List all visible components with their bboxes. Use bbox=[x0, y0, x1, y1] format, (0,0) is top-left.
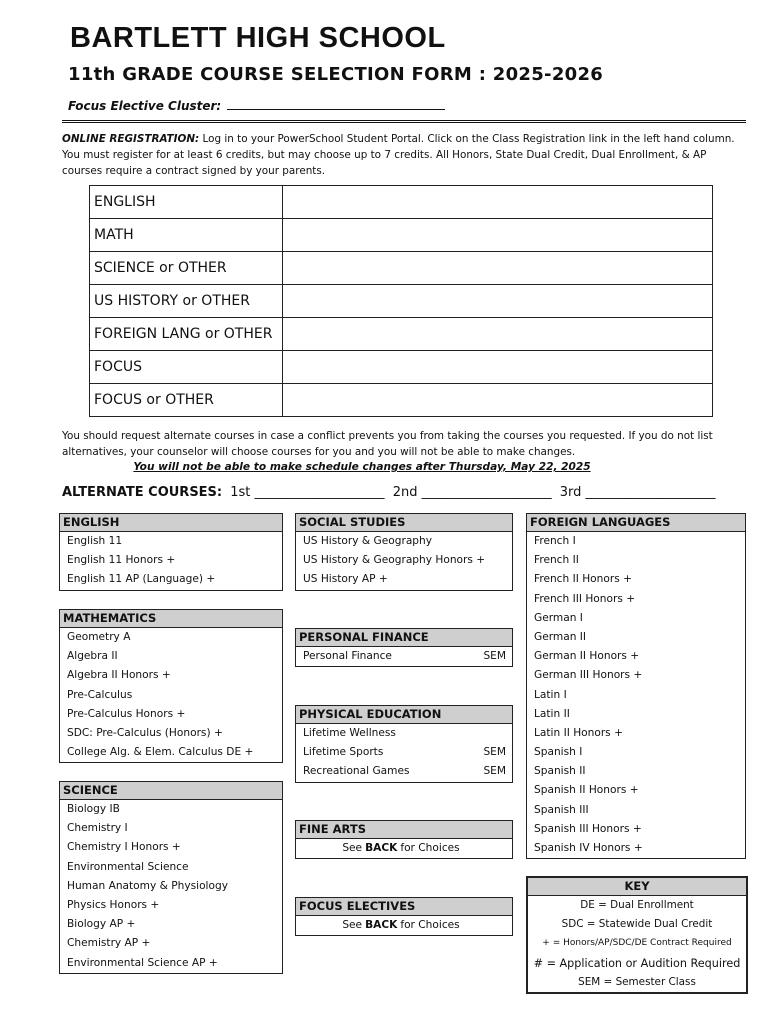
social-studies-box bbox=[295, 513, 513, 591]
list-item bbox=[296, 762, 512, 781]
list-item: French II bbox=[534, 554, 579, 567]
list-item bbox=[296, 724, 512, 743]
math-header: MATHEMATICS bbox=[60, 610, 282, 628]
list-item: German III Honors + bbox=[534, 669, 643, 682]
for-choices-text: for Choices bbox=[400, 919, 460, 931]
list-item: Spanish II Honors + bbox=[534, 784, 639, 797]
alternate-courses-line bbox=[62, 485, 716, 500]
list-item: Environmental Science bbox=[67, 860, 189, 873]
foreign-languages-box bbox=[526, 513, 746, 859]
table-row bbox=[90, 318, 713, 351]
social-studies-header: SOCIAL STUDIES bbox=[296, 514, 512, 532]
list-item bbox=[296, 647, 512, 666]
back-text: BACK bbox=[365, 842, 398, 854]
list-item: German I bbox=[534, 611, 583, 624]
key-box bbox=[526, 876, 748, 994]
list-item bbox=[296, 916, 512, 935]
requirement-label: MATH bbox=[90, 219, 283, 252]
key-item-plus: + = Honors/AP/SDC/DE Contract Required bbox=[542, 938, 732, 949]
list-item: Human Anatomy & Physiology bbox=[67, 879, 228, 892]
school-title: BARTLETT HIGH SCHOOL bbox=[70, 22, 446, 54]
list-item: Pre-Calculus Honors + bbox=[67, 707, 186, 720]
fine-arts-header: FINE ARTS bbox=[296, 821, 512, 839]
list-item: US History & Geography bbox=[303, 535, 433, 547]
list-item: Latin II bbox=[534, 707, 570, 720]
list-item: Chemistry I Honors + bbox=[67, 841, 181, 854]
focus-electives-header: FOCUS ELECTIVES bbox=[296, 898, 512, 916]
table-row bbox=[90, 285, 713, 318]
requirement-entry-field[interactable] bbox=[283, 351, 713, 384]
key-header: KEY bbox=[528, 878, 746, 896]
requirement-entry-field[interactable] bbox=[283, 318, 713, 351]
list-item: Pre-Calculus bbox=[67, 688, 133, 701]
online-registration-lead: ONLINE REGISTRATION: bbox=[62, 133, 200, 145]
list-item: Spanish III bbox=[534, 803, 589, 816]
focus-cluster-label: Focus Elective Cluster: bbox=[68, 99, 222, 113]
requirement-label: SCIENCE or OTHER bbox=[90, 252, 283, 285]
focus-cluster-line bbox=[68, 99, 445, 113]
list-item: Environmental Science AP + bbox=[67, 956, 218, 969]
key-item-sdc: SDC = Statewide Dual Credit bbox=[561, 918, 713, 931]
online-registration-text: Log in to your PowerSchool Student Portal. Click on the Class Registration link in the left hand column. You must register for at least 6 credits, but may choose up to 7 credits. All Honors, State Dual Credit, Dual Enrollment, & AP courses require a contract signed by your parents. bbox=[62, 133, 735, 177]
course-name: Lifetime Sports bbox=[303, 746, 384, 759]
for-choices-text: for Choices bbox=[400, 842, 460, 854]
semester-tag: SEM bbox=[483, 746, 506, 759]
table-row bbox=[90, 219, 713, 252]
personal-finance-header: PERSONAL FINANCE bbox=[296, 629, 512, 647]
alternate-third-field[interactable]: 3rd ____________________ bbox=[559, 485, 716, 500]
math-box bbox=[59, 609, 283, 763]
list-item: Spanish I bbox=[534, 746, 583, 759]
deadline-note: You will not be able to make schedule changes after Thursday, May 22, 2025 bbox=[133, 461, 591, 473]
personal-finance-box bbox=[295, 628, 513, 667]
see-text: See bbox=[342, 919, 363, 931]
list-item: SDC: Pre-Calculus (Honors) + bbox=[67, 726, 223, 739]
semester-tag: SEM bbox=[483, 765, 506, 778]
list-item: Geometry A bbox=[67, 631, 131, 643]
list-item: Algebra II bbox=[67, 650, 118, 663]
table-row bbox=[90, 252, 713, 285]
list-item: English 11 Honors + bbox=[67, 554, 176, 567]
table-row bbox=[90, 384, 713, 417]
list-item: French II Honors + bbox=[534, 573, 632, 586]
requirement-label: US HISTORY or OTHER bbox=[90, 285, 283, 318]
list-item: French I bbox=[534, 535, 576, 547]
table-row bbox=[90, 186, 713, 219]
list-item: US History AP + bbox=[303, 573, 388, 586]
list-item: Chemistry AP + bbox=[67, 937, 151, 950]
requirement-label: FOCUS or OTHER bbox=[90, 384, 283, 417]
list-item: German II Honors + bbox=[534, 650, 640, 663]
requirement-entry-field[interactable] bbox=[283, 252, 713, 285]
requirement-entry-field[interactable] bbox=[283, 219, 713, 252]
requirement-label: ENGLISH bbox=[90, 186, 283, 219]
header-divider bbox=[62, 120, 746, 123]
back-text: BACK bbox=[365, 919, 398, 931]
table-row bbox=[90, 351, 713, 384]
list-item: Spanish III Honors + bbox=[534, 822, 642, 835]
foreign-languages-header: FOREIGN LANGUAGES bbox=[527, 514, 745, 532]
physical-education-header: PHYSICAL EDUCATION bbox=[296, 706, 512, 724]
list-item bbox=[296, 839, 512, 858]
fine-arts-box bbox=[295, 820, 513, 859]
science-header: SCIENCE bbox=[60, 782, 282, 800]
requirement-entry-field[interactable] bbox=[283, 285, 713, 318]
science-box bbox=[59, 781, 283, 974]
key-item-de: DE = Dual Enrollment bbox=[580, 899, 694, 911]
requirement-entry-field[interactable] bbox=[283, 186, 713, 219]
list-item: Physics Honors + bbox=[67, 898, 160, 911]
requirements-table bbox=[89, 185, 713, 417]
alternate-second-field[interactable]: 2nd ____________________ bbox=[392, 485, 552, 500]
form-subtitle: 11th GRADE COURSE SELECTION FORM : 2025-2026 bbox=[68, 64, 604, 85]
focus-cluster-field[interactable] bbox=[227, 99, 445, 110]
course-name: Recreational Games bbox=[303, 765, 410, 778]
list-item bbox=[296, 743, 512, 762]
list-item: Algebra II Honors + bbox=[67, 669, 171, 682]
semester-tag: SEM bbox=[483, 650, 506, 662]
course-name: Lifetime Wellness bbox=[303, 727, 396, 739]
list-item: English 11 AP (Language) + bbox=[67, 573, 216, 586]
list-item: Biology IB bbox=[67, 803, 120, 815]
list-item: Spanish IV Honors + bbox=[534, 842, 643, 854]
requirement-entry-field[interactable] bbox=[283, 384, 713, 417]
focus-electives-box bbox=[295, 897, 513, 936]
see-text: See bbox=[342, 842, 363, 854]
list-item: German II bbox=[534, 630, 587, 643]
english-header: ENGLISH bbox=[60, 514, 282, 532]
key-item-hash: # = Application or Audition Required bbox=[533, 956, 741, 970]
list-item: English 11 bbox=[67, 535, 123, 547]
list-item: US History & Geography Honors + bbox=[303, 554, 486, 567]
course-name: Personal Finance bbox=[303, 650, 392, 662]
list-item: Latin II Honors + bbox=[534, 726, 623, 739]
alternate-courses-label: ALTERNATE COURSES: bbox=[62, 485, 223, 500]
list-item: Chemistry I bbox=[67, 822, 128, 835]
list-item: Spanish II bbox=[534, 765, 586, 778]
list-item: French III Honors + bbox=[534, 592, 636, 605]
list-item: Biology AP + bbox=[67, 918, 136, 931]
alternate-note: You should request alternate courses in case a conflict prevents you from taking the courses you requested. If you do not list alternatives, your counselor will choose courses for you and you will not be able to make changes. bbox=[62, 430, 713, 458]
key-item-sem: SEM = Semester Class bbox=[578, 975, 696, 988]
alternate-first-field[interactable]: 1st ____________________ bbox=[230, 485, 385, 500]
list-item: Latin I bbox=[534, 688, 567, 701]
physical-education-box bbox=[295, 705, 513, 783]
requirement-label: FOREIGN LANG or OTHER bbox=[90, 318, 283, 351]
english-box bbox=[59, 513, 283, 591]
requirement-label: FOCUS bbox=[90, 351, 283, 384]
list-item: College Alg. & Elem. Calculus DE + bbox=[67, 746, 254, 759]
online-registration-paragraph bbox=[62, 131, 740, 179]
